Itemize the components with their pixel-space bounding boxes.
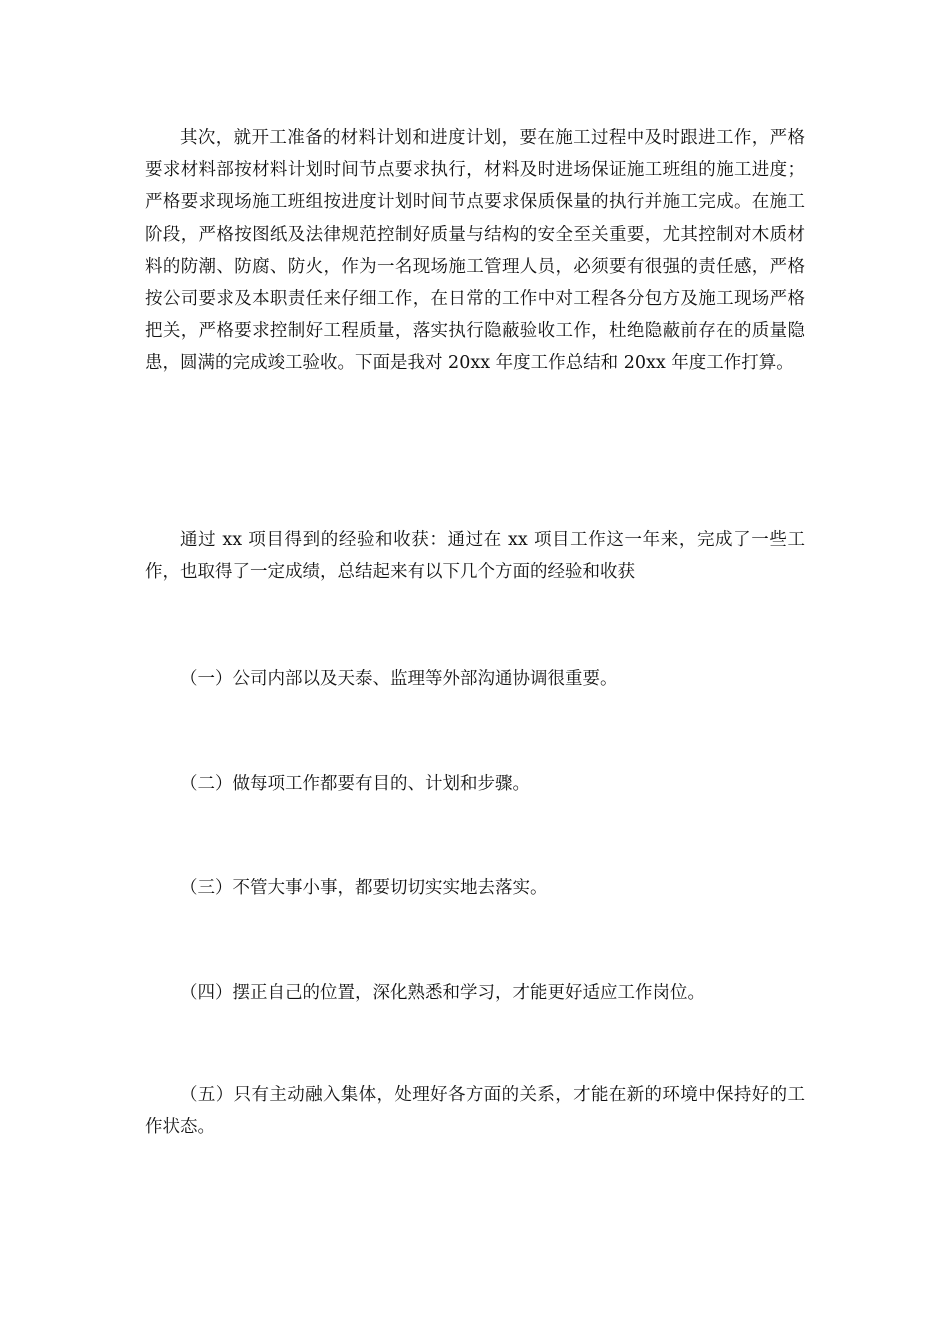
list-item-1: （一）公司内部以及天泰、监理等外部沟通协调很重要。	[180, 669, 618, 689]
paragraph-progress-plan: 其次，就开工准备的材料计划和进度计划，要在施工过程中及时跟进工作，严格要求材料部按材料计划时间节点要求执行，材料及时进场保证施工班组的施工进度；严格要求现场施工班组按进度计划时间节点要求保质保量的执行并施工完成。在施工阶段，严格按图纸及法律规范控制好质量与结构的安全至关重要，尤其控制对木质材料的防潮、防腐、防火，作为一名现场施工管理人员，必须要有很强的责任感，严格按公司要求及本职责任来仔细工作，在日常的工作中对工程各分包方及施工现场严格把关，严格要求控制好工程质量，落实执行隐蔽验收工作，杜绝隐蔽前存在的质量隐患，圆满的完成竣工验收。下面是我对 20xx 年度工作总结和 20xx 年度工作打算。	[145, 128, 805, 374]
list-item-3: （三）不管大事小事，都要切切实实地去落实。	[180, 878, 548, 898]
paragraph-experience-intro: 通过 xx 项目得到的经验和收获：通过在 xx 项目工作这一年来，完成了一些工作，也取得了一定成绩，总结起来有以下几个方面的经验和收获	[145, 530, 805, 583]
list-item-4: （四）摆正自己的位置，深化熟悉和学习，才能更好适应工作岗位。	[180, 983, 705, 1003]
list-item-2: （二）做每项工作都要有目的、计划和步骤。	[180, 774, 530, 794]
list-item-5: （五）只有主动融入集体，处理好各方面的关系，才能在新的环境中保持好的工作状态。	[145, 1085, 805, 1138]
